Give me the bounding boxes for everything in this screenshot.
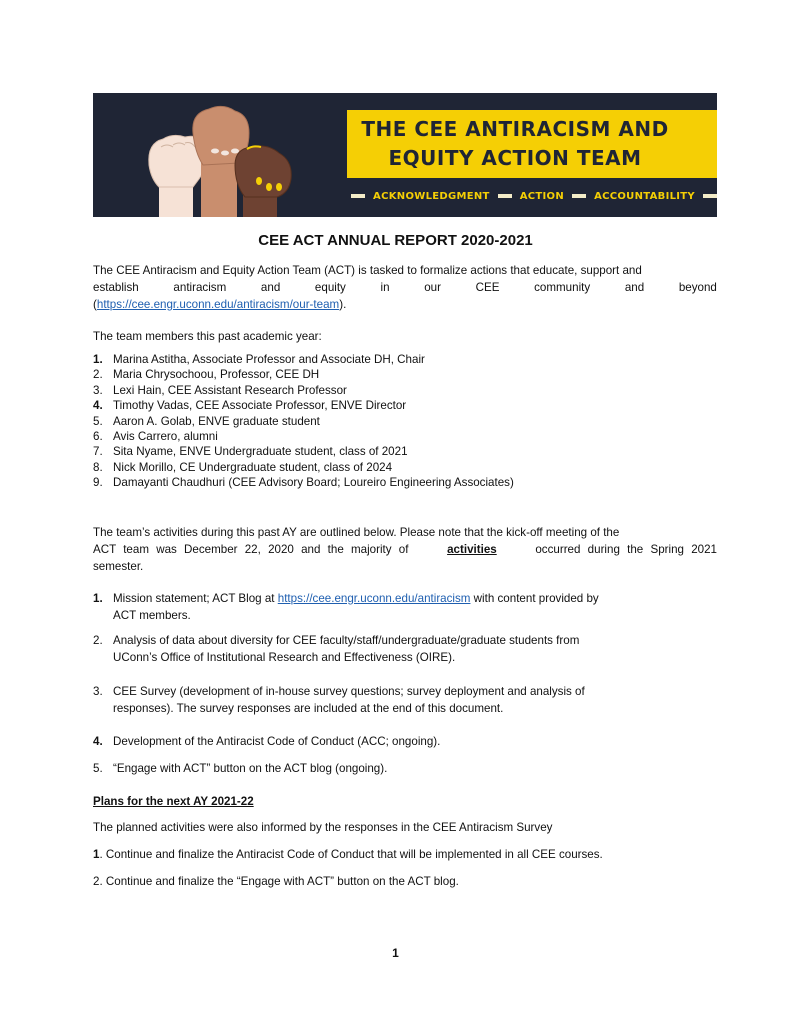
raised-fists-illustration [143,103,303,217]
plans-intro: The planned activities were also informed by the responses in the CEE Antiracism Survey [93,821,553,834]
member-text: Aaron A. Golab, ENVE graduate student [113,414,320,428]
activity-text-after: with content provided by [470,592,599,605]
members-heading: The team members this past academic year: [93,330,322,343]
list-number: 3. [93,685,103,698]
list-number: 4. [93,735,103,748]
activity-text-line-2: UConn’s Office of Institutional Research and Effectiveness (OIRE). [113,651,456,664]
activities-intro-line-2 [93,541,717,558]
dark-fist [235,146,291,217]
activity-text-line-2: responses). The survey responses are included at the end of this document. [113,702,504,715]
activity-text: CEE Survey (development of in-house survey questions; survey deployment and analysis of [113,685,585,698]
activities-intro-text: occurred during the Spring 2021 [535,543,717,556]
plans-heading: Plans for the next AY 2021-22 [93,795,254,808]
intro-word: community [534,281,591,294]
member-text: Marina Astitha, Associate Professor and Associate DH, Chair [113,353,425,366]
list-number: 2. [93,634,103,647]
activity-text: Development of the Antiracist Code of Conduct (ACC; ongoing). [113,735,441,748]
plan-number: 2 [93,875,100,888]
banner-title-line-2: EQUITY ACTION TEAM [388,146,642,170]
list-item [93,414,717,429]
members-list [93,352,717,491]
list-number: 3. [93,383,103,397]
intro-line-2 [93,279,717,296]
activities-intro-text: ACT team was December 22, 2020 and the majority of [93,543,409,556]
banner-title-line-1: THE CEE ANTIRACISM AND [361,117,669,141]
intro-word: establish [93,281,139,294]
paren-close: ). [339,298,347,311]
plan-text: . Continue and finalize the “Engage with ACT” button on the ACT blog. [99,875,459,888]
report-title: CEE ACT ANNUAL REPORT 2020-2021 [258,232,533,249]
intro-word: and [624,281,645,294]
activities-intro-line-3: semester. [93,560,144,573]
intro-word: beyond [678,281,717,294]
intro-line-3 [93,296,717,313]
activity-text: “Engage with ACT” button on the ACT blog (ongoing). [113,762,388,775]
member-text: Nick Morillo, CE Undergraduate student, class of 2024 [113,460,393,474]
list-number: 5. [93,414,103,428]
tagline-action: ACTION [519,190,565,202]
list-item [93,444,717,459]
member-text: Maria Chrysochoou, Professor, CEE DH [113,368,320,382]
member-text: Sita Nyame, ENVE Undergraduate student, class of 2021 [113,445,408,459]
activity-item [93,760,717,777]
list-number: 6. [93,430,103,444]
list-item [93,460,717,475]
member-text: Lexi Hain, CEE Assistant Research Professor [113,383,347,397]
intro-word: in [380,281,390,294]
activity-item [93,590,717,624]
list-item [93,429,717,444]
activities-intro-line-1: The team’s activities during this past AY are outlined below. Please note that the kick-off meeting of the [93,526,620,539]
list-item [93,352,717,367]
activity-item [93,632,717,666]
list-number: 7. [93,445,103,459]
dash-divider [572,194,586,198]
list-item [93,398,717,413]
banner-title-box [347,110,717,178]
activity-text-before: Mission statement; ACT Blog at [113,592,278,605]
activity-text-line-2: ACT members. [113,609,191,622]
intro-line-1: The CEE Antiracism and Equity Action Team (ACT) is tasked to formalize actions that educate, support and [93,264,642,277]
list-number: 8. [93,460,103,474]
activities-emphasis: activities [447,543,497,556]
intro-word: equity [314,281,346,294]
activity-item [93,683,717,717]
list-item [93,383,717,398]
list-number: 9. [93,476,103,490]
activity-item [93,733,717,750]
activity-text [93,590,717,607]
header-banner [93,93,717,217]
antiracism-blog-link[interactable]: https://cee.engr.uconn.edu/antiracism [277,592,471,605]
list-item [93,475,717,490]
page-number: 1 [392,946,399,960]
plan-number: 1 [93,848,100,861]
member-text: Damayanti Chaudhuri (CEE Advisory Board; Loureiro Engineering Associates) [113,476,514,490]
member-text: Avis Carrero, alumni [113,430,218,444]
list-number: 1. [93,592,103,605]
list-item [93,367,717,382]
dash-divider [351,194,365,198]
dash-divider [498,194,512,198]
plan-item [93,846,717,863]
tagline-acknowledgment: ACKNOWLEDGMENT [373,190,490,202]
list-number: 2. [93,368,103,382]
intro-word: our [424,281,441,294]
list-number: 5. [93,762,103,775]
plan-item [93,873,717,890]
intro-word: antiracism [173,281,227,294]
activity-text: Analysis of data about diversity for CEE faculty/staff/undergraduate/graduate students from [113,634,580,647]
member-text: Timothy Vadas, CEE Associate Professor, ENVE Director [113,399,407,413]
paren-open: ( [93,298,97,311]
our-team-link[interactable]: https://cee.engr.uconn.edu/antiracism/our-team [96,298,340,311]
list-number: 4. [93,399,103,413]
banner-tagline [347,189,717,203]
list-number: 1. [93,353,103,366]
dash-divider [703,194,717,198]
intro-word: and [260,281,281,294]
activities-intro [93,524,717,575]
tagline-accountability: ACCOUNTABILITY [594,190,695,202]
plan-text: . Continue and finalize the Antiracist Code of Conduct that will be implemented in all CEE courses. [99,848,603,861]
intro-paragraph [93,262,717,313]
intro-word: CEE [475,281,500,294]
